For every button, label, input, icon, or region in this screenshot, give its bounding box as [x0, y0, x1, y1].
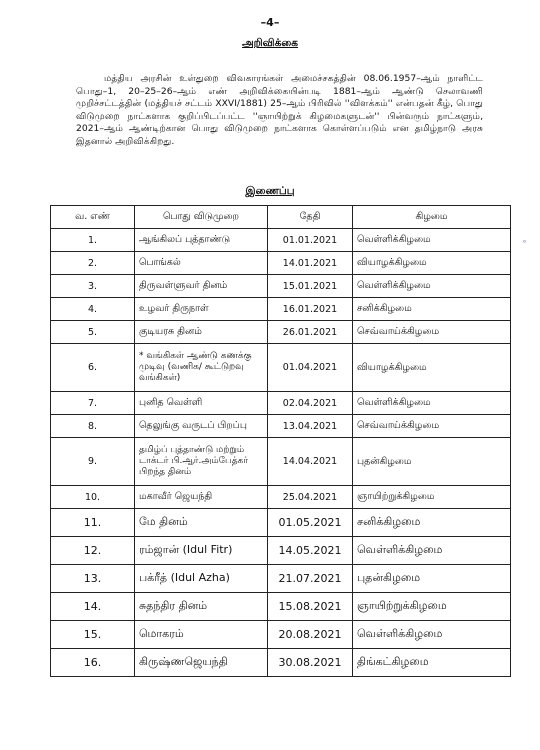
header-weekday: கிழமை — [353, 206, 511, 229]
weekday-cell: திங்கட்கிழமை — [353, 649, 511, 677]
table-row — [51, 649, 511, 677]
weekday-cell: சனிக்கிழமை — [353, 298, 511, 321]
date-cell: 16.01.2021 — [268, 298, 353, 321]
table-row — [51, 438, 511, 486]
date-cell: 14.01.2021 — [268, 252, 353, 275]
table-row — [51, 392, 511, 415]
table-row — [51, 344, 511, 392]
table-row — [51, 229, 511, 252]
page-number: –4– — [260, 16, 280, 29]
holiday-name-cell: * வங்கிகள் ஆண்டு கணக்கு முடிவு (வணிக/ கூட்டுறவு வங்கிகள்) — [135, 344, 268, 392]
date-cell: 01.05.2021 — [268, 509, 353, 537]
serial-number-cell: 12. — [51, 537, 135, 565]
holiday-table — [50, 205, 511, 677]
weekday-cell: வெள்ளிக்கிழமை — [353, 229, 511, 252]
date-cell: 26.01.2021 — [268, 321, 353, 344]
date-cell: 01.01.2021 — [268, 229, 353, 252]
table-row — [51, 252, 511, 275]
holiday-name-cell: குடியரசு தினம் — [135, 321, 268, 344]
weekday-cell: செவ்வாய்க்கிழமை — [353, 321, 511, 344]
weekday-cell: வெள்ளிக்கிழமை — [353, 537, 511, 565]
table-row — [51, 415, 511, 438]
notification-heading: அறிவிக்கை — [241, 37, 299, 49]
weekday-cell: வெள்ளிக்கிழமை — [353, 275, 511, 298]
date-cell: 21.07.2021 — [268, 565, 353, 593]
serial-number-cell: 7. — [51, 392, 135, 415]
table-row — [51, 298, 511, 321]
date-cell: 15.08.2021 — [268, 593, 353, 621]
serial-number-cell: 6. — [51, 344, 135, 392]
holiday-name-cell: ரம்ஜான் (Idul Fitr) — [135, 537, 268, 565]
serial-number-cell: 13. — [51, 565, 135, 593]
table-row — [51, 621, 511, 649]
serial-number-cell: 9. — [51, 438, 135, 486]
date-cell: 14.04.2021 — [268, 438, 353, 486]
serial-number-cell: 3. — [51, 275, 135, 298]
weekday-cell: செவ்வாய்க்கிழமை — [353, 415, 511, 438]
serial-number-cell: 4. — [51, 298, 135, 321]
table-row — [51, 321, 511, 344]
table-row — [51, 565, 511, 593]
weekday-cell: புதன்கிழமை — [353, 438, 511, 486]
weekday-cell: வெள்ளிக்கிழமை — [353, 621, 511, 649]
annexure-title: இணைப்பு — [245, 185, 295, 197]
holiday-name-cell: உழவர் திருநாள் — [135, 298, 268, 321]
serial-number-cell: 15. — [51, 621, 135, 649]
stray-mark: ˳ — [522, 232, 527, 243]
holiday-name-cell: பக்ரீத் (Idul Azha) — [135, 565, 268, 593]
serial-number-cell: 5. — [51, 321, 135, 344]
header-holiday: பொது விடுமுறை — [135, 206, 268, 229]
date-cell: 13.04.2021 — [268, 415, 353, 438]
holiday-name-cell: பொங்கல் — [135, 252, 268, 275]
table-row — [51, 509, 511, 537]
holiday-name-cell: சுதந்திர தினம் — [135, 593, 268, 621]
table-row — [51, 537, 511, 565]
holiday-name-cell: மொகரம் — [135, 621, 268, 649]
holiday-name-cell: புனித வெள்ளி — [135, 392, 268, 415]
holiday-name-cell: மகாவீர் ஜெயந்தி — [135, 486, 268, 509]
holiday-name-cell: தமிழ்ப் புத்தாண்டு மற்றும் டாக்டர் பி.ஆர்.அம்பேத்கர் பிறந்த தினம் — [135, 438, 268, 486]
date-cell: 15.01.2021 — [268, 275, 353, 298]
date-cell: 14.05.2021 — [268, 537, 353, 565]
holiday-name-cell: ஆங்கிலப் புத்தாண்டு — [135, 229, 268, 252]
weekday-cell: வியாழக்கிழமை — [353, 344, 511, 392]
holiday-name-cell: திருவள்ளுவர் தினம் — [135, 275, 268, 298]
serial-number-cell: 10. — [51, 486, 135, 509]
weekday-cell: சனிக்கிழமை — [353, 509, 511, 537]
serial-number-cell: 11. — [51, 509, 135, 537]
table-row — [51, 593, 511, 621]
date-cell: 01.04.2021 — [268, 344, 353, 392]
date-cell: 20.08.2021 — [268, 621, 353, 649]
serial-number-cell: 14. — [51, 593, 135, 621]
weekday-cell: வெள்ளிக்கிழமை — [353, 392, 511, 415]
weekday-cell: புதன்கிழமை — [353, 565, 511, 593]
table-header-row — [51, 206, 511, 229]
date-cell: 25.04.2021 — [268, 486, 353, 509]
serial-number-cell: 16. — [51, 649, 135, 677]
holiday-name-cell: மே தினம் — [135, 509, 268, 537]
header-serial-number: வ. எண் — [51, 206, 135, 229]
date-cell: 02.04.2021 — [268, 392, 353, 415]
date-cell: 30.08.2021 — [268, 649, 353, 677]
serial-number-cell: 2. — [51, 252, 135, 275]
weekday-cell: வியாழக்கிழமை — [353, 252, 511, 275]
serial-number-cell: 8. — [51, 415, 135, 438]
notification-paragraph — [76, 73, 483, 149]
table-row — [51, 486, 511, 509]
holiday-name-cell: கிருஷ்ணஜெயந்தி — [135, 649, 268, 677]
serial-number-cell: 1. — [51, 229, 135, 252]
paragraph-text: மத்திய அரசின் உள்துறை விவகாரங்கள் அமைச்சகத்தின் 08.06.1957–ஆம் நாளிட்ட பொது–1, 20–25–26–ஆம் எண் அறிவிக்கையின்படி 1881–ஆம் ஆண்டு செலாவணி முறிச்சட்டத்தின் (மத்தியச் சட்டம் XXVI/1881) 25–ஆம் பிரிவில் ''விளக்கம்'' என்பதன் கீழ், பொது விடுமுறை நாட்களாக குறிப்பிடப்பட்ட ''ஞாயிற்றுக் கிழமைகளுடன்'' பின்வரும் நாட்களும், 2021–ஆம் ஆண்டிற்கான பொது விடுமுறை நாட்களாக கொள்ளப்படும் என தமிழ்நாடு அரசு இதனால் அறிவிக்கிறது. — [76, 73, 483, 147]
holiday-name-cell: தெலுங்கு வருடப் பிறப்பு — [135, 415, 268, 438]
table-row — [51, 275, 511, 298]
weekday-cell: ஞாயிற்றுக்கிழமை — [353, 593, 511, 621]
header-date: தேதி — [268, 206, 353, 229]
weekday-cell: ஞாயிற்றுக்கிழமை — [353, 486, 511, 509]
